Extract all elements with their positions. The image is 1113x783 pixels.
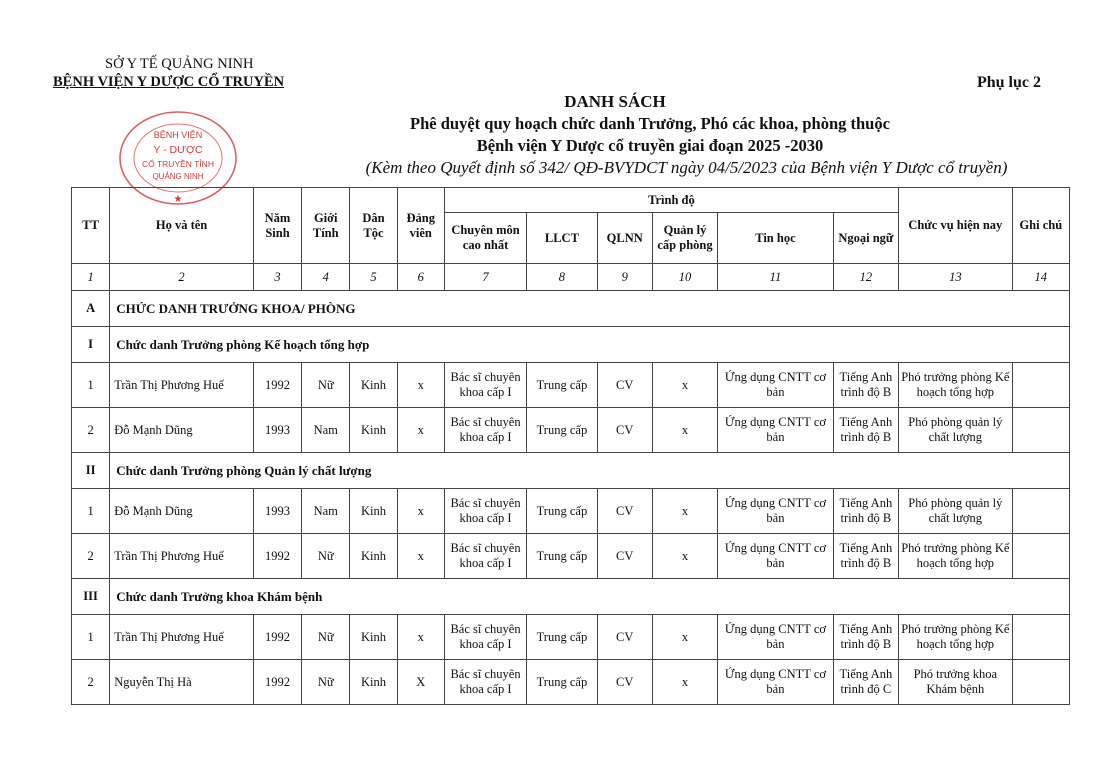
col-number: 1	[72, 264, 110, 291]
cell-position: Phó phòng quản lý chất lượng	[899, 408, 1013, 453]
cell-lang: Tiếng Anh trình độ B	[833, 363, 898, 408]
org-name-text: BỆNH VIỆN Y DƯỢC CỔ TRUYỀN	[53, 74, 285, 90]
cell-note	[1012, 408, 1069, 453]
col-gender: Giới Tính	[302, 188, 350, 264]
cell-name: Đỗ Mạnh Dũng	[110, 408, 254, 453]
table-body	[72, 264, 1070, 705]
group-row	[72, 579, 1070, 615]
cell-party: x	[397, 408, 444, 453]
document-subtitle-2: Bệnh viện Y Dược cổ truyền giai đoạn 2025 -2030	[476, 136, 824, 155]
group-code: II	[72, 453, 110, 489]
cell-position: Phó trưởng khoa Khám bệnh	[899, 660, 1013, 705]
cell-position: Phó trưởng phòng Kế hoạch tổng hợp	[899, 534, 1013, 579]
group-code: III	[72, 579, 110, 615]
cell-mgmt: x	[652, 489, 717, 534]
col-number: 8	[527, 264, 597, 291]
cell-note	[1012, 660, 1069, 705]
cell-llct: Trung cấp	[527, 489, 597, 534]
cell-llct: Trung cấp	[527, 660, 597, 705]
col-lang: Ngoại ngữ	[833, 213, 898, 264]
cell-birth: 1993	[253, 489, 301, 534]
col-it: Tin học	[718, 213, 834, 264]
header-row-1	[72, 188, 1070, 213]
seal-line-1: BỆNH VIỆN	[153, 130, 203, 140]
seal-line-3: CỔ TRUYỀN TỈNH	[142, 159, 214, 169]
cell-name: Trần Thị Phương Huế	[110, 534, 254, 579]
col-llct: LLCT	[527, 213, 597, 264]
cell-gender: Nữ	[302, 660, 350, 705]
org-parent: SỞ Y TẾ QUẢNG NINH	[105, 56, 254, 72]
cell-qlnn: CV	[597, 489, 652, 534]
cell-note	[1012, 615, 1069, 660]
cell-tt: 2	[72, 660, 110, 705]
cell-specialty: Bác sĩ chuyên khoa cấp I	[444, 534, 526, 579]
cell-it: Ứng dụng CNTT cơ bản	[718, 489, 834, 534]
cell-party: x	[397, 615, 444, 660]
cell-it: Ứng dụng CNTT cơ bản	[718, 408, 834, 453]
cell-lang: Tiếng Anh trình độ C	[833, 660, 898, 705]
col-position: Chức vụ hiện nay	[899, 188, 1013, 264]
cell-specialty: Bác sĩ chuyên khoa cấp I	[444, 408, 526, 453]
cell-llct: Trung cấp	[527, 534, 597, 579]
cell-specialty: Bác sĩ chuyên khoa cấp I	[444, 489, 526, 534]
cell-qlnn: CV	[597, 363, 652, 408]
cell-lang: Tiếng Anh trình độ B	[833, 534, 898, 579]
cell-it: Ứng dụng CNTT cơ bản	[718, 363, 834, 408]
table-row	[72, 489, 1070, 534]
cell-llct: Trung cấp	[527, 363, 597, 408]
col-qlnn: QLNN	[597, 213, 652, 264]
cell-it: Ứng dụng CNTT cơ bản	[718, 660, 834, 705]
cell-tt: 1	[72, 489, 110, 534]
col-number: 7	[444, 264, 526, 291]
cell-gender: Nữ	[302, 534, 350, 579]
col-group-level: Trình độ	[444, 188, 898, 213]
document-title: DANH SÁCH	[564, 92, 666, 111]
cell-birth: 1992	[253, 615, 301, 660]
cell-position: Phó trưởng phòng Kế hoạch tổng hợp	[899, 615, 1013, 660]
cell-mgmt: x	[652, 615, 717, 660]
cell-birth: 1992	[253, 363, 301, 408]
cell-mgmt: x	[652, 408, 717, 453]
col-number: 10	[652, 264, 717, 291]
cell-specialty: Bác sĩ chuyên khoa cấp I	[444, 363, 526, 408]
table-row	[72, 363, 1070, 408]
cell-birth: 1992	[253, 660, 301, 705]
cell-ethnic: Kinh	[350, 660, 397, 705]
document-reference: (Kèm theo Quyết định số 342/ QĐ-BVYDCT ngày 04/5/2023 của Bệnh viện Y Dược cổ truyền)	[365, 158, 1008, 177]
col-mgmt: Quản lý cấp phòng	[652, 213, 717, 264]
document-subtitle-1: Phê duyệt quy hoạch chức danh Trưởng, Phó các khoa, phòng thuộc	[410, 114, 890, 133]
table-row	[72, 534, 1070, 579]
cell-tt: 2	[72, 408, 110, 453]
col-number: 6	[397, 264, 444, 291]
col-ethnic: Dân Tộc	[350, 188, 397, 264]
cell-specialty: Bác sĩ chuyên khoa cấp I	[444, 615, 526, 660]
cell-mgmt: x	[652, 534, 717, 579]
col-number: 11	[718, 264, 834, 291]
cell-ethnic: Kinh	[350, 363, 397, 408]
group-code: I	[72, 327, 110, 363]
group-row	[72, 327, 1070, 363]
cell-name: Trần Thị Phương Huế	[110, 363, 254, 408]
col-party: Đảng viên	[397, 188, 444, 264]
group-label: Chức danh Trưởng phòng Kế hoạch tổng hợp	[110, 327, 1070, 363]
cell-name: Đỗ Mạnh Dũng	[110, 489, 254, 534]
cell-ethnic: Kinh	[350, 408, 397, 453]
cell-qlnn: CV	[597, 615, 652, 660]
cell-llct: Trung cấp	[527, 615, 597, 660]
cell-ethnic: Kinh	[350, 615, 397, 660]
cell-name: Trần Thị Phương Huế	[110, 615, 254, 660]
col-number: 4	[302, 264, 350, 291]
cell-gender: Nam	[302, 408, 350, 453]
cell-it: Ứng dụng CNTT cơ bản	[718, 534, 834, 579]
cell-lang: Tiếng Anh trình độ B	[833, 489, 898, 534]
cell-qlnn: CV	[597, 408, 652, 453]
cell-lang: Tiếng Anh trình độ B	[833, 408, 898, 453]
cell-note	[1012, 534, 1069, 579]
group-row	[72, 453, 1070, 489]
col-number: 5	[350, 264, 397, 291]
cell-specialty: Bác sĩ chuyên khoa cấp I	[444, 660, 526, 705]
section-code: A	[72, 291, 110, 327]
cell-it: Ứng dụng CNTT cơ bản	[718, 615, 834, 660]
col-tt: TT	[72, 188, 110, 264]
seal-line-2: Y - DƯỢC	[153, 144, 203, 156]
cell-note	[1012, 363, 1069, 408]
column-number-row	[72, 264, 1070, 291]
col-specialty: Chuyên môn cao nhất	[444, 213, 526, 264]
col-note: Ghi chú	[1012, 188, 1069, 264]
col-number: 12	[833, 264, 898, 291]
cell-tt: 2	[72, 534, 110, 579]
cell-birth: 1992	[253, 534, 301, 579]
section-label: CHỨC DANH TRƯỞNG KHOA/ PHÒNG	[110, 291, 1070, 327]
cell-ethnic: Kinh	[350, 534, 397, 579]
appendix-label: Phụ lục 2	[976, 74, 1041, 91]
cell-llct: Trung cấp	[527, 408, 597, 453]
col-birth: Năm Sinh	[253, 188, 301, 264]
cell-qlnn: CV	[597, 534, 652, 579]
col-number: 2	[110, 264, 254, 291]
cell-mgmt: x	[652, 363, 717, 408]
table-row	[72, 408, 1070, 453]
cell-note	[1012, 489, 1069, 534]
col-name: Họ và tên	[110, 188, 254, 264]
col-number: 14	[1012, 264, 1069, 291]
section-row-a	[72, 291, 1070, 327]
group-label: Chức danh Trưởng khoa Khám bệnh	[110, 579, 1070, 615]
cell-party: x	[397, 363, 444, 408]
cell-gender: Nam	[302, 489, 350, 534]
cell-party: x	[397, 489, 444, 534]
cell-tt: 1	[72, 615, 110, 660]
cell-gender: Nữ	[302, 363, 350, 408]
cell-tt: 1	[72, 363, 110, 408]
cell-qlnn: CV	[597, 660, 652, 705]
cell-gender: Nữ	[302, 615, 350, 660]
seal-line-4: QUẢNG NINH	[152, 172, 204, 181]
org-name	[53, 74, 284, 91]
cell-party: X	[397, 660, 444, 705]
col-number: 13	[899, 264, 1013, 291]
cell-party: x	[397, 534, 444, 579]
cell-name: Nguyễn Thị Hà	[110, 660, 254, 705]
cell-lang: Tiếng Anh trình độ B	[833, 615, 898, 660]
candidate-table	[71, 187, 1070, 705]
cell-mgmt: x	[652, 660, 717, 705]
cell-ethnic: Kinh	[350, 489, 397, 534]
cell-position: Phó phòng quản lý chất lượng	[899, 489, 1013, 534]
table-header	[72, 188, 1070, 264]
cell-birth: 1993	[253, 408, 301, 453]
col-number: 9	[597, 264, 652, 291]
table-row	[72, 615, 1070, 660]
col-number: 3	[253, 264, 301, 291]
seal-star-icon: ★	[173, 194, 183, 205]
group-label: Chức danh Trưởng phòng Quản lý chất lượng	[110, 453, 1070, 489]
cell-position: Phó trưởng phòng Kế hoạch tổng hợp	[899, 363, 1013, 408]
table-row	[72, 660, 1070, 705]
